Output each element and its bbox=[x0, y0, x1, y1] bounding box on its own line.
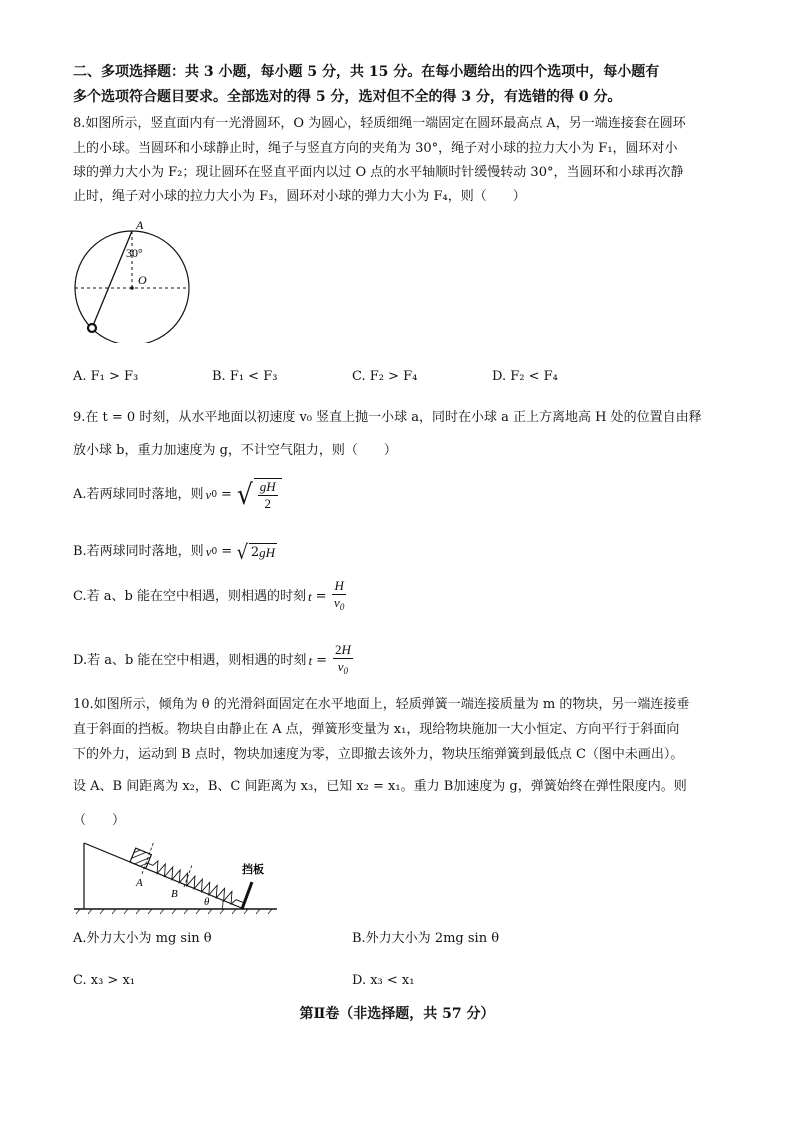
section-heading-line2: 多个选项符合题目要求。全部选对的得 5 分，选对但不全的得 3 分，有选错的得 0 分。 bbox=[73, 89, 622, 105]
q10-text-line5: （ ） bbox=[73, 813, 126, 828]
ball bbox=[88, 324, 96, 332]
label-O: O bbox=[138, 273, 147, 287]
q9-text-line2: 放小球 b，重力加速度为 g，不计空气阻力，则（ ） bbox=[73, 443, 397, 458]
ground-hatch bbox=[76, 909, 272, 914]
baffle-board bbox=[242, 882, 252, 909]
label-B: B bbox=[171, 888, 178, 900]
q10-option-d[interactable]: D. x₃ < x₁ bbox=[352, 973, 415, 988]
incline-surface bbox=[84, 843, 244, 909]
q8-ring-figure bbox=[70, 218, 200, 343]
q8-option-c[interactable]: C. F₂ > F₄ bbox=[352, 369, 418, 384]
q9-option-c-text: C.若 a、b 能在空中相遇，则相遇的时刻 bbox=[73, 588, 306, 604]
part2-title: 第Ⅱ卷（非选择题，共 57 分） bbox=[299, 1006, 495, 1022]
q9-option-d-text: D.若 a、b 能在空中相遇，则相遇的时刻 bbox=[73, 652, 307, 668]
fraction-H-v0: $\frac{H}{v_0}$ bbox=[334, 578, 345, 612]
fraction-2H-v0: $\frac{2H}{v_0}$ bbox=[334, 642, 351, 676]
q8-option-a[interactable]: A. F₁ > F₃ bbox=[73, 369, 139, 384]
angle-arc bbox=[222, 901, 223, 909]
q10-text-line3: 下的外力，运动到 B 点时，物块加速度为零，立即撤去该外力，物块压缩弹簧到最低点 C（图中未画出）。 bbox=[73, 747, 684, 762]
q10-option-c[interactable]: C. x₃ > x₁ bbox=[73, 973, 135, 988]
center-point bbox=[130, 286, 134, 290]
q9-option-a[interactable]: A.若两球同时落地，则 v 0 = √ $\frac{gH}{2}$ bbox=[73, 478, 282, 512]
q10-option-b[interactable]: B.外力大小为 2mg sin θ bbox=[352, 931, 500, 946]
q9-option-c[interactable]: C.若 a、b 能在空中相遇，则相遇的时刻 t = $\frac{H}{v_0}$ bbox=[73, 578, 348, 615]
q10-text-line2: 直于斜面的挡板。物块自由静止在 A 点，弹簧形变量为 x₁，现给物块施加一大小恒定、方向平行于斜面向 bbox=[73, 722, 680, 737]
q9-option-a-text: A.若两球同时落地，则 bbox=[73, 487, 204, 502]
q9-option-b[interactable]: B.若两球同时落地，则 v 0 = √ 2 gH bbox=[73, 537, 277, 567]
block bbox=[130, 848, 151, 868]
q10-text-line1: 10.如图所示，倾角为 θ 的光滑斜面固定在水平地面上，轻质弹簧一端连接质量为 m 的物块，另一端连接垂 bbox=[73, 697, 690, 712]
q8-option-b[interactable]: B. F₁ < F₃ bbox=[212, 369, 278, 384]
q9-option-d[interactable]: D.若 a、b 能在空中相遇，则相遇的时刻 t = $\frac{2H}{v_0}$ bbox=[73, 642, 355, 679]
spring bbox=[146, 858, 246, 908]
q8-text-line1: 8.如图所示，竖直面内有一光滑圆环，O 为圆心，轻质细绳一端固定在圆环最高点 A，另一端连接套在圆环 bbox=[73, 116, 686, 131]
q10-incline-figure bbox=[72, 835, 282, 915]
q9-text-line1: 9.在 t = 0 时刻，从水平地面以初速度 v₀ 竖直上抛一小球 a，同时在小球 a 正上方离地高 H 处的位置自由释 bbox=[73, 410, 702, 425]
q8-text-line2: 上的小球。当圆环和小球静止时，绳子与竖直方向的夹角为 30°，绳子对小球的拉力大小为 F₁，圆环对小 bbox=[73, 141, 678, 156]
sqrt-symbol: √ $\frac{gH}{2}$ bbox=[236, 478, 282, 512]
q10-option-a[interactable]: A.外力大小为 mg sin θ bbox=[73, 931, 212, 946]
label-A: A bbox=[136, 218, 144, 232]
label-theta: θ bbox=[204, 896, 210, 908]
section-heading-line1: 二、多项选择题：共 3 小题，每小题 5 分，共 15 分。在每小题给出的四个选项中，每小题有 bbox=[73, 64, 660, 80]
q8-option-d[interactable]: D. F₂ < F₄ bbox=[492, 369, 558, 384]
q9-option-b-text: B.若两球同时落地，则 bbox=[73, 544, 204, 559]
sqrt-symbol: √ 2 gH bbox=[236, 540, 276, 564]
q8-text-line4: 止时，绳子对小球的拉力大小为 F₃，圆环对小球的弹力大小为 F₄，则（ ） bbox=[73, 189, 526, 204]
q10-text-line4: 设 A、B 间距离为 x₂，B、C 间距离为 x₃，已知 x₂ = x₁。重力 B加速度为 g，弹簧始终在弹性限度内。则 bbox=[73, 779, 687, 794]
label-board: 挡板 bbox=[242, 863, 264, 876]
label-A: A bbox=[136, 877, 143, 889]
angle-label: 30° bbox=[126, 246, 143, 260]
q8-text-line3: 球的弹力大小为 F₂；现让圆环在竖直平面内以过 O 点的水平轴顺时针缓慢转动 30°，当圆环和小球再次静 bbox=[73, 165, 684, 180]
